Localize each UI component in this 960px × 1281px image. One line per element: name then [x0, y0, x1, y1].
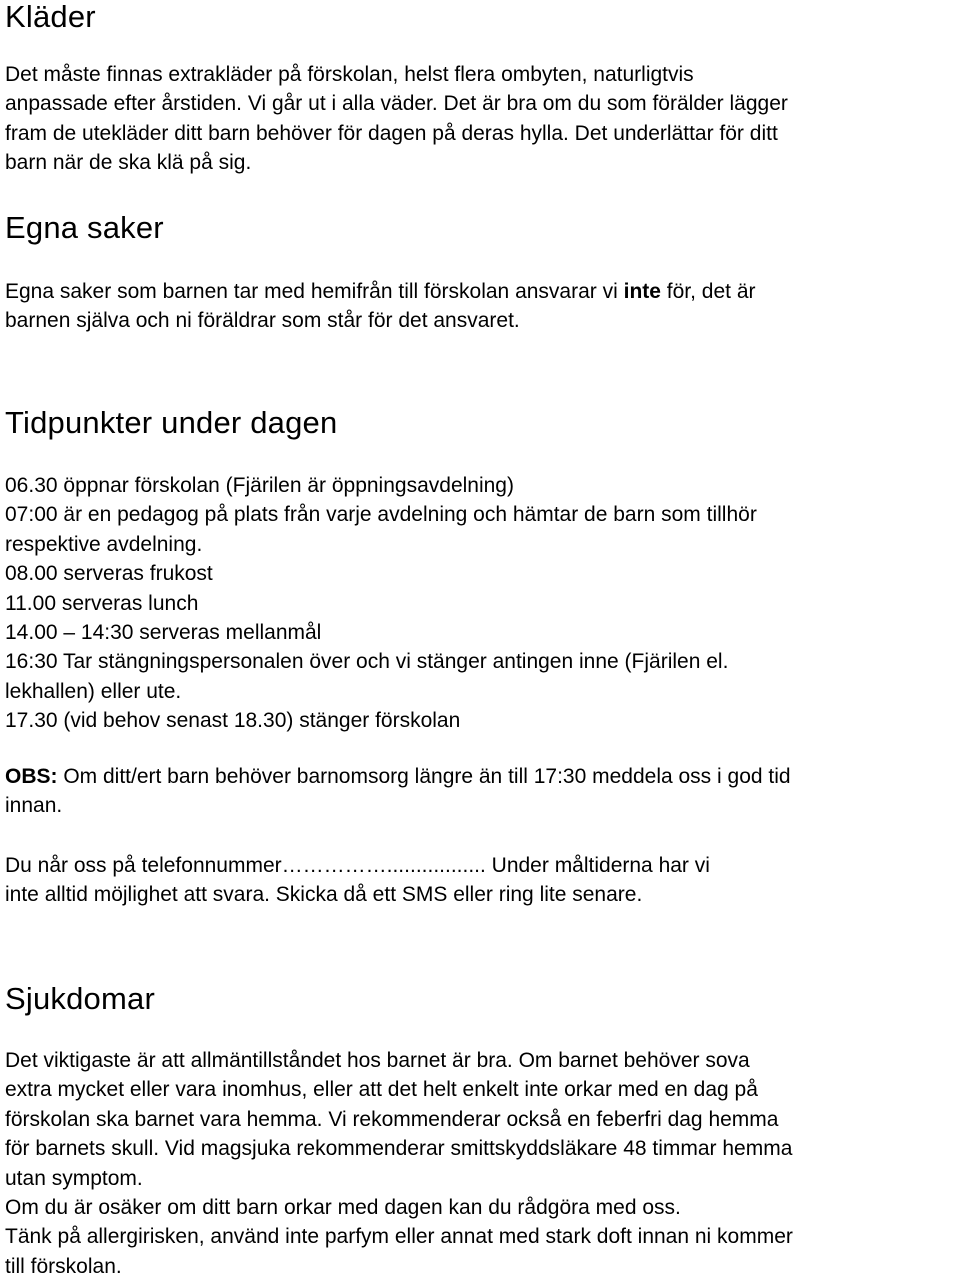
heading-sjukdomar: Sjukdomar — [5, 981, 155, 1016]
schedule-line: 08.00 serveras frukost — [5, 562, 213, 586]
text-line: Det viktigaste är att allmäntillståndet hos barnet är bra. Om barnet behöver sova — [5, 1049, 750, 1072]
text-line: utan symptom. — [5, 1166, 143, 1190]
text-line: inte alltid möjlighet att svara. Skicka då ett SMS eller ring lite senare. — [5, 883, 643, 907]
text-line: extra mycket eller vara inomhus, eller att det helt enkelt inte orkar med en dag på — [5, 1078, 758, 1102]
schedule-line: 14.00 – 14:30 serveras mellanmål — [5, 621, 322, 645]
schedule-line: 11.00 serveras lunch — [5, 591, 199, 615]
heading-klader: Kläder — [5, 0, 96, 34]
text-line: till förskolan. — [5, 1254, 122, 1278]
paragraph-obs — [5, 762, 791, 821]
paragraph-telefon — [5, 851, 710, 910]
text-line: Om du är osäker om ditt barn orkar med dagen kan du rådgöra med oss. — [5, 1196, 681, 1220]
text-line: barn när de ska klä på sig. — [5, 151, 252, 175]
text-line: förskolan ska barnet vara hemma. Vi rekommenderar också en feberfri dag hemma — [5, 1107, 779, 1131]
heading-tidpunkter: Tidpunkter under dagen — [5, 405, 338, 440]
schedule-list — [5, 471, 757, 736]
obs-label: OBS: — [5, 765, 58, 788]
text-line: fram de utekläder ditt barn behöver för dagen på deras hylla. Det underlättar för ditt — [5, 121, 778, 145]
schedule-line: 07:00 är en pedagog på plats från varje avdelning och hämtar de barn som tillhör — [5, 503, 757, 527]
text-line — [5, 762, 791, 791]
text-segment: för, det är — [660, 280, 756, 303]
text-line — [5, 277, 756, 306]
paragraph-sjukdomar — [5, 1046, 793, 1281]
text-segment: Om ditt/ert barn behöver barnomsorg längre än till 17:30 meddela oss i god tid — [57, 765, 791, 788]
emphasis-inte: inte — [623, 280, 661, 303]
text-line: innan. — [5, 794, 63, 818]
schedule-line: lekhallen) eller ute. — [5, 679, 182, 703]
text-line: Tänk på allergirisken, använd inte parfym eller annat med stark doft innan ni kommer — [5, 1225, 793, 1249]
paragraph-egna-saker — [5, 277, 756, 336]
heading-egna-saker: Egna saker — [5, 210, 164, 245]
text-line: anpassade efter årstiden. Vi går ut i alla väder. Det är bra om du som förälder lägger — [5, 92, 788, 116]
text-segment: Egna saker som barnen tar med hemifrån till förskolan ansvarar vi — [5, 280, 624, 303]
paragraph-klader — [5, 60, 788, 178]
schedule-line: 06.30 öppnar förskolan (Fjärilen är öppningsavdelning) — [5, 474, 514, 497]
text-line: Du når oss på telefonnummer……………................. Under måltiderna har vi — [5, 854, 710, 877]
text-line: barnen själva och ni föräldrar som står för det ansvaret. — [5, 309, 520, 333]
text-line: för barnets skull. Vid magsjuka rekommenderar smittskyddsläkare 48 timmar hemma — [5, 1137, 793, 1161]
schedule-line: respektive avdelning. — [5, 532, 203, 556]
text-line: Det måste finnas extrakläder på förskolan, helst flera ombyten, naturligtvis — [5, 63, 694, 86]
schedule-line: 17.30 (vid behov senast 18.30) stänger förskolan — [5, 709, 461, 733]
schedule-line: 16:30 Tar stängningspersonalen över och vi stänger antingen inne (Fjärilen el. — [5, 650, 729, 674]
